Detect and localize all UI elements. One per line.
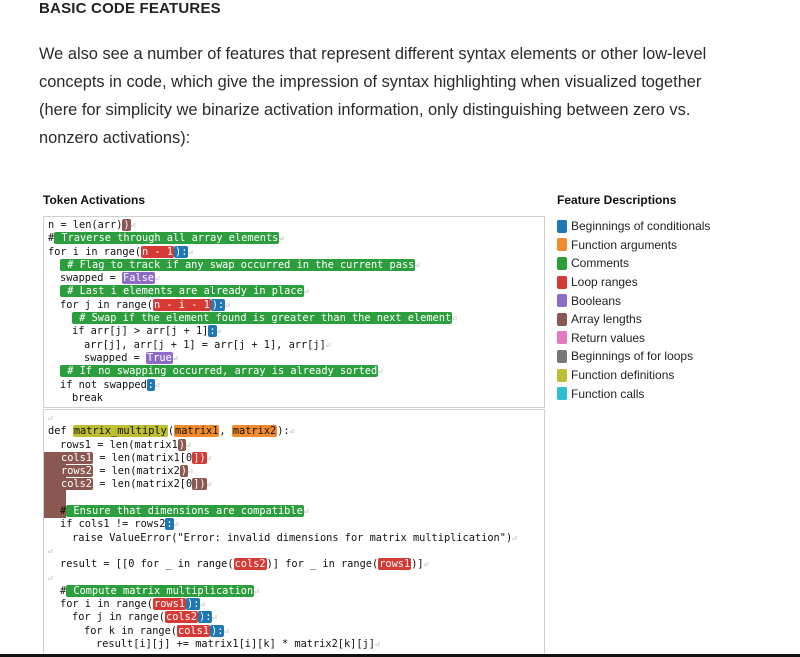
code-line [48, 299, 544, 312]
activated-token: cols2 [61, 478, 92, 491]
legend-item [557, 366, 710, 385]
activated-token: matrix1 [175, 425, 219, 438]
activated-token: ]) [193, 478, 206, 491]
newline-marker: ⏎ [48, 573, 53, 583]
code-listing [44, 217, 544, 405]
newline-marker: ⏎ [512, 533, 517, 543]
feature-legend [557, 217, 710, 403]
code-token: = len(matrix1[0 [93, 451, 193, 464]
code-line [48, 352, 544, 365]
activated-token: ): [199, 611, 212, 624]
newline-marker: ⏎ [452, 314, 457, 324]
newline-marker: ⏎ [303, 287, 309, 297]
legend-swatch [557, 220, 567, 233]
code-token: for k in range( [84, 624, 177, 637]
activated-token: # Swap if the element found is greater than the next element [73, 312, 452, 325]
activated-token: ) [178, 438, 185, 451]
code-token: )] for _ in range( [266, 558, 379, 571]
newline-marker: ⏎ [172, 353, 178, 363]
activated-token: matrix2 [232, 425, 277, 438]
code-line [48, 365, 544, 378]
newline-marker: ⏎ [48, 546, 53, 556]
code-token: = len(matrix2 [93, 465, 180, 478]
legend-item [557, 329, 710, 348]
activated-token: rows2 [61, 465, 92, 478]
newline-marker: ⏎ [325, 340, 331, 350]
code-token: # [60, 584, 67, 597]
code-line [48, 219, 544, 232]
activated-token: rows1 [379, 558, 411, 571]
activated-token: False [123, 272, 154, 285]
legend-item [557, 236, 710, 255]
activated-token: cols1 [178, 624, 209, 637]
newline-marker: ⏎ [206, 480, 212, 490]
legend-swatch [557, 238, 567, 251]
code-line [48, 325, 544, 338]
code-line [48, 625, 544, 638]
code-block-bubble-sort [43, 216, 545, 408]
code-line [48, 532, 544, 545]
legend-item [557, 384, 710, 403]
code-token: # [48, 232, 55, 245]
code-token: break [72, 391, 103, 404]
section-title: BASIC CODE FEATURES [39, 0, 221, 17]
code-line [48, 312, 544, 325]
code-token: if not swapped [60, 378, 147, 391]
newline-marker: ⏎ [216, 327, 222, 337]
legend-swatch [557, 294, 567, 307]
activated-token: ]) [193, 451, 206, 464]
code-line [48, 412, 544, 425]
activated-token: ) [180, 465, 187, 478]
activated-token: # Last i elements are already in place [61, 285, 303, 298]
code-line [48, 379, 544, 392]
activated-token: cols2 [234, 558, 266, 571]
code-token: , [219, 425, 232, 438]
activated-token: ) [123, 219, 130, 231]
legend-item [557, 273, 710, 292]
newline-marker: ⏎ [188, 247, 194, 257]
activated-token: cols1 [61, 451, 92, 464]
legend-label: Comments [571, 256, 630, 271]
legend-swatch [557, 369, 567, 382]
code-line [48, 259, 544, 272]
activated-token: : [166, 518, 173, 531]
code-token: for j in range( [60, 298, 153, 311]
newline-marker: ⏎ [186, 440, 191, 450]
activated-token: ): [175, 245, 188, 258]
code-line [48, 585, 544, 598]
code-listing [44, 410, 544, 651]
newline-marker: ⏎ [423, 560, 429, 570]
code-token: result = [[0 for _ in range( [60, 558, 234, 571]
code-line [48, 505, 544, 518]
newline-marker: ⏎ [200, 600, 206, 610]
code-token: swapped = [84, 351, 146, 364]
activated-token: Traverse through all array elements [55, 232, 279, 245]
code-line [48, 572, 544, 585]
code-line [48, 465, 544, 478]
code-line [48, 545, 544, 558]
activated-token: ): [211, 298, 225, 311]
newline-marker: ⏎ [130, 221, 136, 230]
newline-marker: ⏎ [188, 467, 193, 477]
code-token: if cols1 != rows2 [60, 518, 166, 531]
activated-token: n - i - 1 [154, 298, 210, 311]
code-line [48, 452, 544, 465]
code-line [48, 246, 544, 259]
intro-paragraph: We also see a number of features that represent different syntax elements or other low-level concepts in code, which give the impression of syntax highlighting when visualized together (here for simplicity we binarize activation information, only distinguishing between zero vs. nonzero activations): [39, 45, 707, 147]
activated-token: Ensure that dimensions are compatible [67, 505, 303, 518]
newline-marker: ⏎ [378, 367, 383, 377]
newline-marker: ⏎ [155, 274, 160, 284]
activated-token: : [147, 378, 154, 391]
code-token: ( [167, 425, 175, 438]
activated-token: rows1 [154, 598, 185, 611]
legend-item [557, 347, 710, 366]
code-token: def [48, 425, 73, 438]
code-token: arr[j], arr[j + 1] = arr[j + 1], arr[j] [84, 338, 326, 351]
newline-marker: ⏎ [225, 300, 231, 310]
legend-label: Booleans [571, 293, 622, 308]
legend-swatch [557, 350, 567, 363]
legend-swatch [557, 313, 567, 326]
code-token: if arr[j] > arr[j + 1] [72, 325, 209, 338]
legend-label: Loop ranges [571, 275, 638, 290]
legend-item [557, 217, 710, 236]
code-line [48, 285, 544, 298]
newline-marker: ⏎ [206, 453, 212, 463]
legend-item [557, 254, 710, 273]
code-line [48, 232, 544, 245]
code-token: rows1 = len(matrix1 [60, 438, 178, 451]
code-token: = len(matrix2[0 [93, 478, 193, 491]
code-token: # [60, 505, 67, 518]
code-token: swapped = [60, 272, 122, 285]
code-token: )] [411, 558, 424, 571]
legend-label: Return values [571, 330, 646, 345]
newline-marker: ⏎ [374, 640, 380, 650]
newline-marker: ⏎ [224, 626, 230, 636]
activated-token: ): [187, 598, 200, 611]
legend-label: Function calls [571, 386, 645, 401]
code-line [48, 638, 544, 651]
code-token: for i in range( [48, 245, 141, 258]
code-token: for i in range( [60, 598, 153, 611]
legend-label: Beginnings of conditionals [571, 219, 711, 234]
activated-token: True [147, 351, 172, 364]
feature-descriptions-title: Feature Descriptions [557, 193, 677, 207]
code-line [48, 598, 544, 611]
activated-token: : [209, 325, 216, 338]
code-line [48, 478, 544, 491]
code-line [48, 558, 544, 571]
newline-marker: ⏎ [254, 586, 260, 596]
newline-marker: ⏎ [48, 414, 53, 423]
newline-marker: ⏎ [303, 507, 309, 517]
activated-token: # Flag to track if any swap occurred in the current pass [61, 258, 415, 271]
legend-item [557, 310, 710, 329]
newline-marker: ⏎ [212, 613, 218, 623]
code-token: ): [277, 425, 290, 438]
newline-marker: ⏎ [173, 520, 179, 530]
token-activations-title: Token Activations [43, 193, 146, 207]
code-line [48, 272, 544, 285]
activated-token: cols2 [166, 611, 197, 624]
code-token: n = len(arr) [48, 219, 123, 231]
code-line [48, 492, 544, 505]
legend-item [557, 291, 710, 310]
code-block-matrix-multiply [43, 409, 545, 657]
newline-marker: ⏎ [155, 380, 160, 390]
activated-token: ): [211, 624, 224, 637]
code-line [48, 392, 544, 405]
code-token: for j in range( [72, 611, 165, 624]
legend-swatch [557, 276, 567, 289]
activated-token: n - 1 [142, 245, 173, 258]
code-token: raise ValueError("Error: invalid dimensions for matrix multiplication") [72, 531, 513, 544]
code-line [48, 518, 544, 531]
newline-marker: ⏎ [415, 260, 421, 270]
legend-swatch [557, 257, 567, 270]
legend-label: Function arguments [571, 237, 678, 252]
legend-swatch [557, 331, 567, 344]
legend-swatch [557, 387, 567, 400]
code-line [48, 439, 544, 452]
activated-token: Compute matrix multiplication [67, 584, 254, 597]
activated-token: # If no swapping occurred, array is already sorted [61, 365, 378, 378]
newline-marker: ⏎ [289, 427, 295, 437]
legend-label: Array lengths [571, 312, 642, 327]
activated-token: matrix_multiply [73, 425, 167, 438]
newline-marker: ⏎ [279, 234, 285, 244]
legend-label: Function definitions [571, 368, 675, 383]
legend-label: Beginnings of for loops [571, 349, 694, 364]
code-line [48, 425, 544, 438]
code-token: result[i][j] += matrix1[i][k] * matrix2[k][j] [96, 638, 375, 651]
code-line [48, 339, 544, 352]
code-line [48, 611, 544, 624]
